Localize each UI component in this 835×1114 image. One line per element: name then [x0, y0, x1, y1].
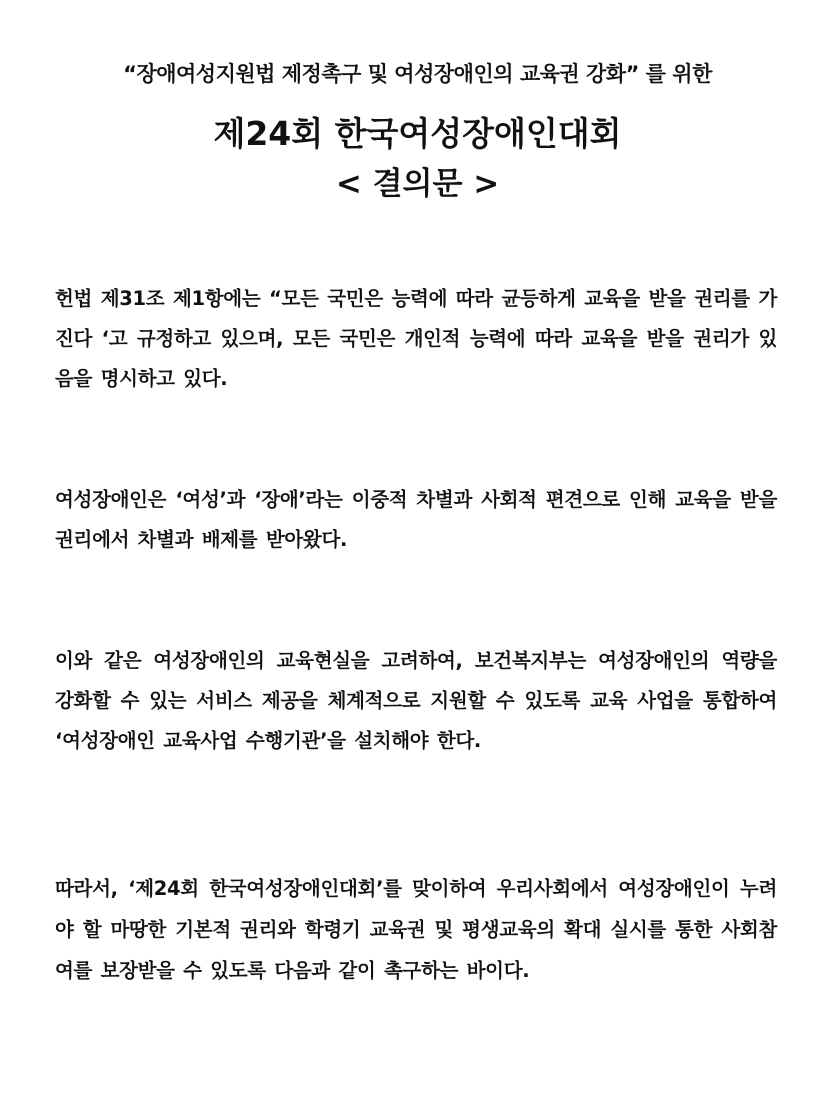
paragraph-conclusion: 따라서, ‘제24회 한국여성장애인대회’를 맞이하여 우리사회에서 여성장애인이 누려야 할 마땅한 기본적 권리와 학령기 교육권 및 평생교육의 확대 실시를 통한 사회참여를 보장받을 수 있도록 다음과 같이 촉구하는 바이다.	[55, 877, 777, 982]
paragraph-ministry-request: 이와 같은 여성장애인의 교육현실을 고려하여, 보건복지부는 여성장애인의 역량을 강화할 수 있는 서비스 제공을 체계적으로 지원할 수 있도록 교육 사업을 통합하여 ‘여성장애인 교육사업 수행기관’을 설치해야 한다.	[55, 649, 777, 752]
document-title: 제24회 한국여성장애인대회	[213, 114, 622, 153]
document-subtitle: “장애여성지원법 제정촉구 및 여성장애인의 교육권 강화” 를 위한	[123, 62, 712, 86]
paragraph-constitution: 헌법 제31조 제1항에는 “모든 국민은 능력에 따라 균등하게 교육을 받을 권리를 가진다 ‘고 규정하고 있으며, 모든 국민은 개인적 능력에 따라 교육을 받을 권리가 있음을 명시하고 있다.	[55, 287, 777, 390]
resolution-heading: < 결의문 >	[335, 166, 500, 202]
paragraph-discrimination: 여성장애인은 ‘여성’과 ‘장애’라는 이중적 차별과 사회적 편견으로 인해 교육을 받을 권리에서 차별과 배제를 받아왔다.	[55, 488, 777, 551]
